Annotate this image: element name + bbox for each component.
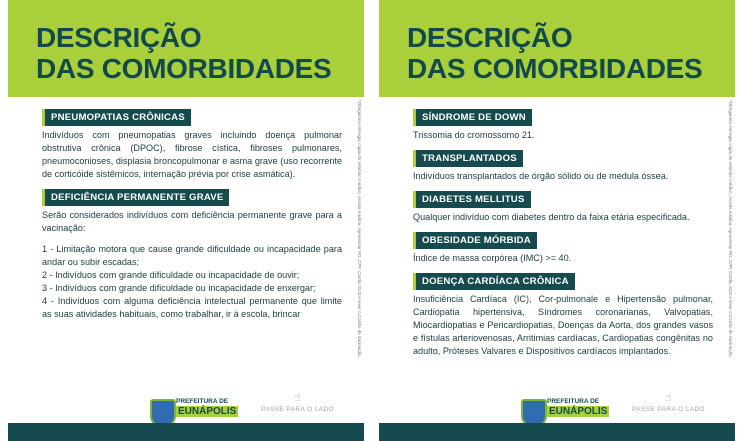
section-diabetes (413, 189, 713, 224)
title-line-1: DESCRIÇÃO (407, 22, 573, 53)
side-note (354, 100, 362, 380)
section-text: Indivíduos transplantados de órgão sólido ou de medula óssea. (413, 171, 669, 181)
side-note (725, 100, 733, 380)
section-text: Trissomia do cromossomo 21. (413, 130, 535, 140)
title-line-1: DESCRIÇÃO (36, 22, 202, 53)
section-heading: DOENÇA CARDÍACA CRÔNICA (413, 273, 575, 290)
card-title (407, 22, 702, 84)
pass-hint (261, 391, 334, 413)
section-text: Índice de massa corpórea (IMC) >= 40. (413, 253, 572, 263)
section-deficiencia (42, 187, 342, 321)
pass-hint (632, 391, 705, 413)
section-heading: DIABETES MELLITUS (413, 191, 531, 208)
pass-label: PASSE PARA O LADO (631, 406, 705, 413)
section-transplantados (413, 148, 713, 183)
section-text: Qualquer indivíduo com diabetes dentro da faixa etária especificada. (413, 212, 690, 222)
section-heading: SÍNDROME DE DOWN (413, 109, 532, 126)
section-heading: TRANSPLANTADOS (413, 150, 523, 167)
section-heading: PNEUMOPATIAS CRÔNICAS (42, 109, 191, 126)
logo-line-2: EUNÁPOLIS (178, 406, 237, 417)
list-item: 4 - Indivíduos com alguma deficiência intelectual permanente que limite as suas atividades habituais, como trabalhar, ir à escola, brincar (42, 296, 342, 319)
list-item: 3 - Indivíduos com grande dificuldade ou incapacidade de enxergar; (42, 283, 316, 293)
title-line-2: DAS COMORBIDADES (407, 53, 703, 84)
card-body (42, 107, 342, 327)
section-heading: OBESIDADE MÓRBIDA (413, 232, 537, 249)
section-text: Insuficiência Cardíaca (IC), Cor-pulmonale e Hipertensão pulmonar, Cardiopatia hipertensiva, Síndromes coronarianas, Valvopatias, Miocardiopatias e Pericardiopatias, Doenças da Aorta, dos grandes vasos e fístulas arteriovenosas, Arritimias cardíacas, Cardiopatias congênitas no adulto, Próteses Valvares e Dispositivos cardíacos implantados. (413, 294, 713, 356)
hand-swipe-icon: ☝ (664, 392, 673, 404)
section-heading: DEFICIÊNCIA PERMANENTE GRAVE (42, 189, 229, 206)
right-card (379, 0, 735, 441)
card-title (36, 22, 331, 84)
section-obesidade (413, 230, 713, 265)
card-header (8, 0, 364, 97)
card-body (413, 107, 713, 364)
card-header (379, 0, 735, 97)
footer-bar (379, 423, 735, 441)
footer-bar (8, 423, 364, 441)
left-card (8, 0, 364, 441)
logo-line-1: PREFEITURA DE (176, 398, 229, 405)
hand-swipe-icon: ☝ (293, 392, 302, 404)
list-item: 1 - Limitação motora que cause grande dificuldade ou incapacidade para andar ou subir escadas; (42, 244, 342, 267)
side-note-text: *Obrigatório entregar cópia do relatório médico, receita médica. Apresentar RG, CPF, Cartão SUS e levar o Cartão de Vacinação. (728, 100, 733, 358)
section-text: Indivíduos com pneumopatias graves incluindo doença pulmonar obstrutiva crônica (DPOC), fibrose cística, fibroses pulmonares, pneumoconioses, displasia broncopulmonar e asma grave (uso recorrente de corticóide sistêmicos, internação prévia por crise asmática). (42, 130, 342, 179)
section-sindrome-down (413, 107, 713, 142)
side-note-text: *Obrigatório entregar cópia do relatório médico, receita médica. Apresentar RG, CPF, Cartão SUS e levar o Cartão de Vacinação. (357, 100, 362, 358)
section-text: Serão considerados indivíduos com deficiência permanente grave para a vacinação: (42, 210, 342, 233)
section-cardiaca (413, 271, 713, 358)
pass-label: PASSE PARA O LADO (260, 406, 334, 413)
section-pneumopatias (42, 107, 342, 181)
list-item: 2 - Indivíduos com grande dificuldade ou incapacidade de ouvir; (42, 270, 300, 280)
logo-line-2: EUNÁPOLIS (549, 406, 608, 417)
title-line-2: DAS COMORBIDADES (36, 53, 332, 84)
logo-line-1: PREFEITURA DE (547, 398, 600, 405)
